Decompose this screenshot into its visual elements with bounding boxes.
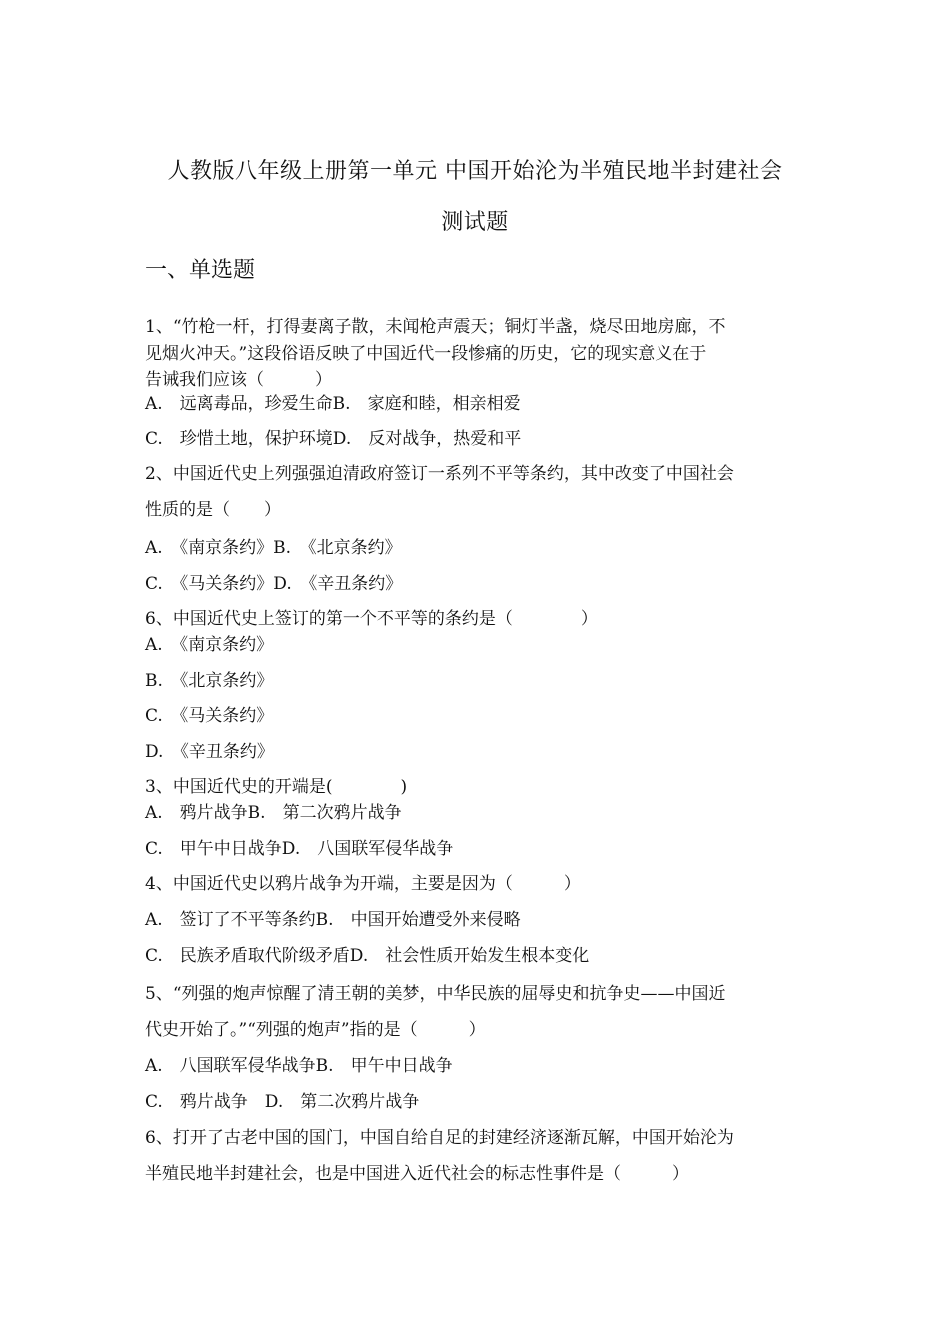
question-line: 告诫我们应该（ ） <box>145 370 332 390</box>
option-line: A. 八国联军侵华战争B. 甲午中日战争 <box>145 1056 453 1076</box>
option-line: C. 珍惜土地，保护环境D. 反对战争，热爱和平 <box>145 429 522 449</box>
question-line: 1、“竹枪一杆，打得妻离子散，未闻枪声震天；铜灯半盏，烧尽田地房廊，不 <box>145 317 726 337</box>
question-line: 3、中国近代史的开端是( ) <box>145 777 408 797</box>
question-line: 代史开始了。”“列强的炮声”指的是（ ） <box>145 1020 486 1040</box>
question-line: 6、中国近代史上签订的第一个不平等的条约是（ ） <box>145 609 598 629</box>
document-subtitle: 测试题 <box>441 210 509 235</box>
section-heading: 一、单选题 <box>145 258 256 283</box>
option-line: C. 民族矛盾取代阶级矛盾D. 社会性质开始发生根本变化 <box>145 946 590 966</box>
option-line: C. 《马关条约》D. 《辛丑条约》 <box>145 574 403 594</box>
option-line: C. 甲午中日战争D. 八国联军侵华战争 <box>145 839 454 859</box>
option-line: C. 鸦片战争 D. 第二次鸦片战争 <box>145 1092 420 1112</box>
question-line: 性质的是（ ） <box>145 500 281 520</box>
question-line: 5、“列强的炮声惊醒了清王朝的美梦，中华民族的屈辱史和抗争史——中国近 <box>145 984 726 1004</box>
option-line: A. 远离毒品，珍爱生命B. 家庭和睦，相亲相爱 <box>145 394 521 414</box>
question-line: 见烟火冲天。”这段俗语反映了中国近代一段惨痛的历史，它的现实意义在于 <box>145 344 707 364</box>
option-line: D. 《辛丑条约》 <box>145 742 274 762</box>
option-line: A. 《南京条约》B. 《北京条约》 <box>145 538 402 558</box>
question-line: 6、打开了古老中国的国门，中国自给自足的封建经济逐渐瓦解，中国开始沦为 <box>145 1128 734 1148</box>
question-line: 4、中国近代史以鸦片战争为开端，主要是因为（ ） <box>145 874 581 894</box>
option-line: B. 《北京条约》 <box>145 671 274 691</box>
option-line: A. 鸦片战争B. 第二次鸦片战争 <box>145 803 402 823</box>
question-line: 半殖民地半封建社会，也是中国进入近代社会的标志性事件是（ ） <box>145 1164 689 1184</box>
option-line: C. 《马关条约》 <box>145 706 274 726</box>
option-line: A. 签订了不平等条约B. 中国开始遭受外来侵略 <box>145 910 521 930</box>
option-line: A. 《南京条约》 <box>145 635 274 655</box>
document-title: 人教版八年级上册第一单元 中国开始沦为半殖民地半封建社会 <box>167 159 783 184</box>
question-line: 2、中国近代史上列强强迫清政府签订一系列不平等条约，其中改变了中国社会 <box>145 464 734 484</box>
